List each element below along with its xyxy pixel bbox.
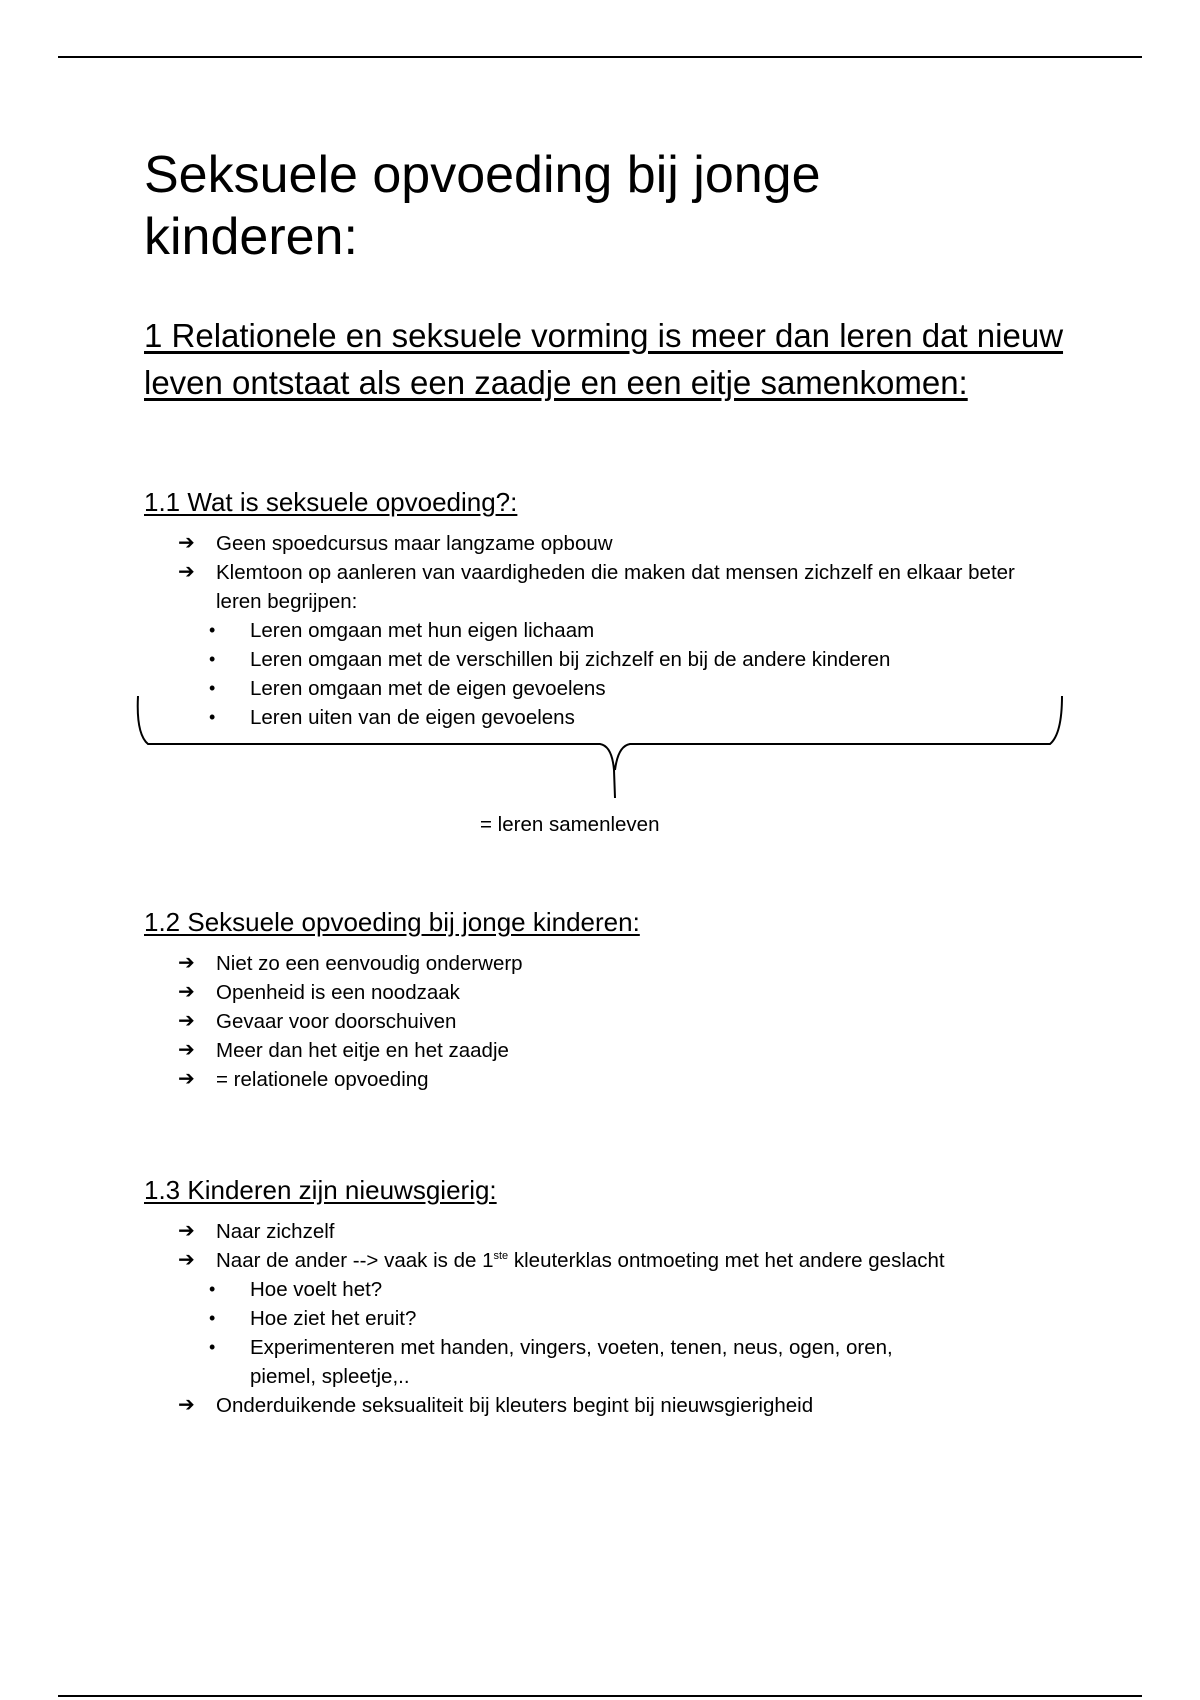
list-item-text: Klemtoon op aanleren van vaardigheden die maken dat mensen zichzelf en elkaar beter leren begrijpen: [216, 561, 1015, 613]
list-item [178, 558, 1058, 616]
bullet-group [178, 1275, 1058, 1391]
list-item [178, 1065, 1058, 1094]
bullet-icon: • [209, 1279, 216, 1299]
bullet-item [178, 1333, 1058, 1391]
list-item-text-end: kleuterklas ontmoeting met het andere geslacht [508, 1249, 945, 1272]
arrow-right-icon: ➔ [178, 1010, 195, 1032]
bullet-text: Hoe voelt het? [250, 1278, 383, 1301]
bullet-text: Leren omgaan met de verschillen bij zichzelf en bij de andere kinderen [250, 648, 891, 671]
list-item [178, 1007, 1058, 1036]
bullet-item [178, 645, 1058, 674]
list-item [178, 1246, 1058, 1275]
list-item-text: Geen spoedcursus maar langzame opbouw [216, 532, 613, 555]
section-1-2-list [178, 949, 1058, 1094]
section-1-2-heading: 1.2 Seksuele opvoeding bij jonge kinderen: [144, 907, 640, 937]
section-1-1-heading: 1.1 Wat is seksuele opvoeding?: [144, 487, 518, 517]
list-item [178, 1391, 1058, 1420]
bullet-item [178, 1304, 1058, 1333]
section-1-3-list [178, 1217, 1058, 1420]
top-rule [58, 56, 1142, 58]
bullet-icon: • [209, 707, 216, 727]
list-item-text: = relationele opvoeding [216, 1068, 429, 1091]
list-item [178, 978, 1058, 1007]
list-item-text: Meer dan het eitje en het zaadje [216, 1039, 509, 1062]
list-item-text: Niet zo een eenvoudig onderwerp [216, 952, 523, 975]
arrow-right-icon: ➔ [178, 1249, 195, 1271]
bullet-text: Leren omgaan met de eigen gevoelens [250, 677, 606, 700]
bullet-item [178, 616, 1058, 645]
list-item-text [216, 1249, 945, 1272]
section-1-3-heading: 1.3 Kinderen zijn nieuwsgierig: [144, 1175, 497, 1205]
list-item-text: Openheid is een noodzaak [216, 981, 460, 1004]
bullet-text: Leren omgaan met hun eigen lichaam [250, 619, 595, 642]
list-item-text: Naar zichzelf [216, 1220, 335, 1243]
page-title: Seksuele opvoeding bij jonge kinderen: [144, 146, 821, 266]
superscript: ste [493, 1250, 509, 1263]
list-item-text: Onderduikende seksualiteit bij kleuters begint bij nieuwsgierigheid [216, 1394, 814, 1417]
bullet-icon: • [209, 620, 216, 640]
bullet-icon: • [209, 678, 216, 698]
bullet-text: Hoe ziet het eruit? [250, 1307, 417, 1330]
list-item [178, 949, 1058, 978]
arrow-right-icon: ➔ [178, 981, 195, 1003]
list-item-text: Gevaar voor doorschuiven [216, 1010, 457, 1033]
arrow-right-icon: ➔ [178, 1039, 195, 1061]
bullet-icon: • [209, 1337, 216, 1357]
bullet-item [178, 1275, 1058, 1304]
arrow-right-icon: ➔ [178, 532, 195, 554]
bottom-rule [58, 1695, 1142, 1697]
bullet-icon: • [209, 1308, 216, 1328]
list-item [178, 529, 1058, 558]
list-item [178, 1036, 1058, 1065]
bullet-text: Experimenteren met handen, vingers, voeten, tenen, neus, ogen, oren, piemel, spleetje,.. [250, 1336, 893, 1388]
arrow-right-icon: ➔ [178, 952, 195, 974]
curly-brace-icon [130, 694, 1070, 800]
list-item-text-start: Naar de ander --> vaak is de 1 [216, 1249, 494, 1272]
bullet-icon: • [209, 649, 216, 669]
section-1-heading: 1 Relationele en seksuele vorming is meer dan leren dat nieuw leven ontstaat als een zaadje en een eitje samenkomen: [144, 317, 1064, 401]
brace-caption: = leren samenleven [480, 813, 660, 836]
arrow-right-icon: ➔ [178, 1394, 195, 1416]
arrow-right-icon: ➔ [178, 1068, 195, 1090]
arrow-right-icon: ➔ [178, 561, 195, 583]
section-1-3-bullets [178, 1275, 1058, 1391]
bullet-text: Leren uiten van de eigen gevoelens [250, 706, 575, 729]
arrow-right-icon: ➔ [178, 1220, 195, 1242]
list-item [178, 1217, 1058, 1246]
